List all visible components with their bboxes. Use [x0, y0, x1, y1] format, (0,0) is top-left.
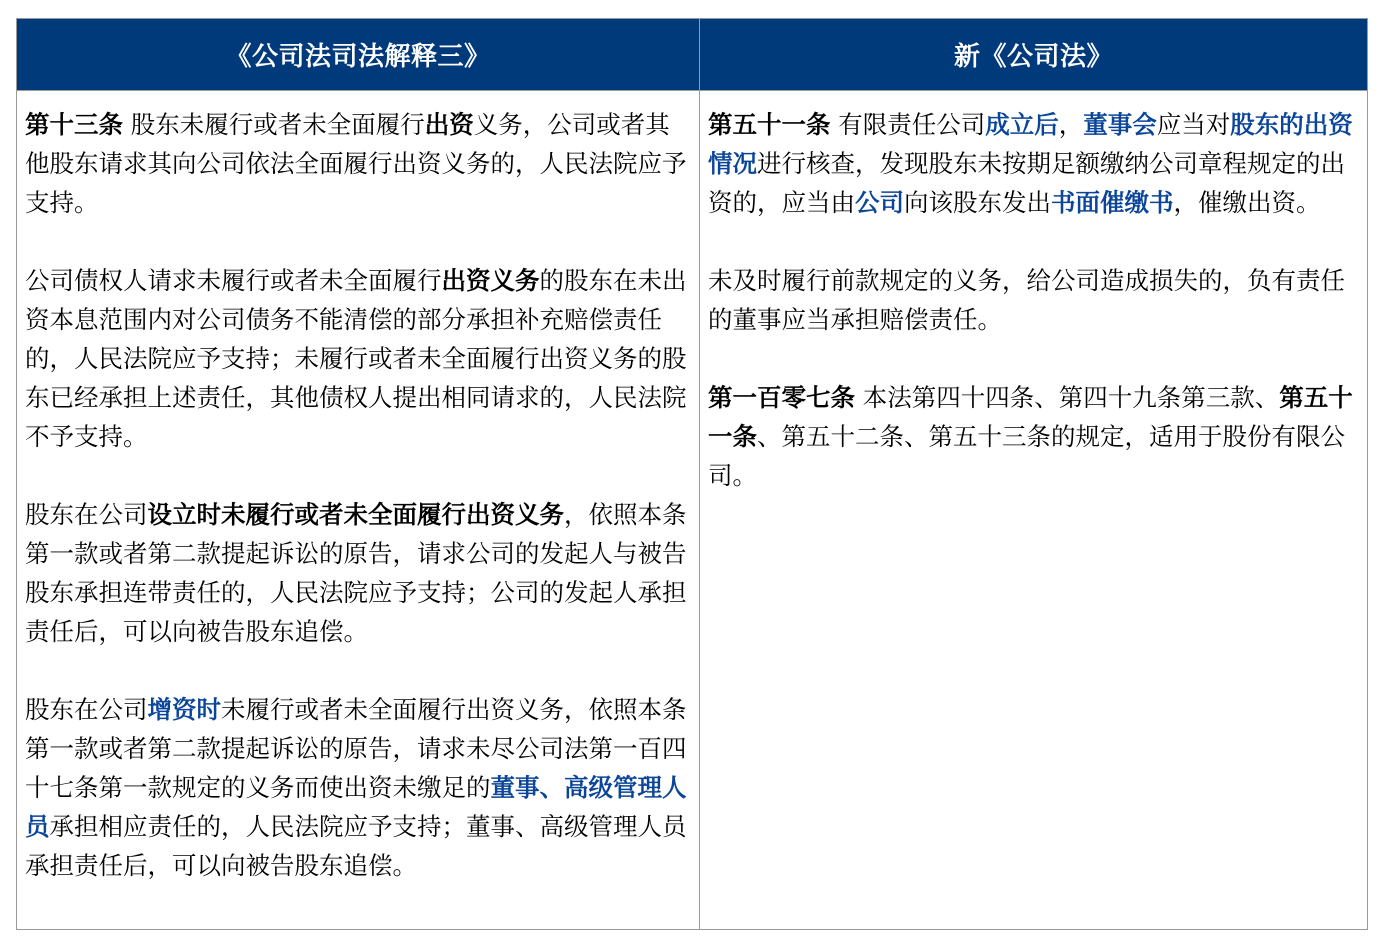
article-13-paragraph-1	[25, 105, 691, 222]
text-run: ，	[1058, 110, 1084, 139]
highlighted-term: 董事、高级管理人员	[25, 773, 687, 841]
text-run: 公司债权人请求未履行或者未全面履行	[25, 266, 442, 295]
text-run: ，催缴出资。	[1173, 188, 1321, 217]
bold-term: 出资	[424, 110, 474, 139]
header-new-company-law-label: 新《公司法》	[953, 42, 1113, 72]
article-number: 第十三条	[25, 110, 123, 139]
comparison-table	[16, 18, 1368, 930]
article-51-paragraph-2	[708, 261, 1359, 339]
highlighted-term: 董事会	[1083, 110, 1157, 139]
article-51-paragraph-1	[708, 105, 1359, 222]
article-107-paragraph	[708, 378, 1359, 495]
highlighted-term: 成立后	[985, 110, 1059, 139]
highlighted-term: 书面催缴书	[1051, 188, 1174, 217]
text-run: 应当对	[1156, 110, 1231, 139]
article-number: 第五十一条	[708, 110, 831, 139]
text-run: 股东在公司	[25, 500, 148, 529]
header-judicial-interpretation-label: 《公司法司法解释三》	[225, 42, 491, 72]
text-run: ，依照本条第一款或者第二款提起诉讼的原告，请求公司的发起人与被告股东承担连带责任的，人民法院应予支持；公司的发起人承担责任后，可以向被告股东追偿。	[25, 500, 687, 646]
highlighted-term: 增资时	[147, 695, 221, 724]
text-run: 股东未履行或者未全面履行	[123, 110, 425, 139]
text-run: 股东在公司	[25, 695, 148, 724]
text-run: 的股东在未出资本息范围内对公司债务不能清偿的部分承担补充赔偿责任的，人民法院应予支持；未履行或者未全面履行出资义务的股东已经承担上述责任，其他债权人提出相同请求的，人民法院不予支持。	[25, 266, 687, 451]
bold-term: 设立时未履行或者未全面履行出资义务	[147, 500, 564, 529]
highlighted-term: 股东的出资情况	[708, 110, 1353, 178]
article-13-paragraph-4	[25, 690, 691, 885]
text-run: 义务，公司或者其他股东请求其向公司依法全面履行出资义务的，人民法院应予支持。	[25, 110, 687, 217]
header-new-company-law	[700, 19, 1367, 90]
text-run: 、第五十二条、第五十三条的规定，适用于股份有限公司。	[708, 422, 1345, 490]
article-number: 第一百零七条	[708, 383, 855, 412]
text-run: 未履行或者未全面履行出资义务，依照本条第一款或者第二款提起诉讼的原告，请求未尽公司法第一百四十七条第一款规定的义务而使出资未缴足的	[25, 695, 687, 802]
text-run: 进行核查，发现股东未按期足额缴纳公司章程规定的出资的，应当由	[708, 149, 1345, 217]
text-run: 向该股东发出	[904, 188, 1051, 217]
judicial-interpretation-cell	[17, 90, 700, 929]
text-run: 有限责任公司	[830, 110, 986, 139]
new-company-law-cell	[700, 90, 1367, 929]
text-run: 承担相应责任的，人民法院应予支持；董事、高级管理人员承担责任后，可以向被告股东追偿。	[25, 812, 687, 880]
bold-term: 出资义务	[441, 266, 540, 295]
text-run: 本法第四十四条、第四十九条第三款、	[855, 383, 1280, 412]
article-13-paragraph-2	[25, 261, 691, 456]
text-run: 未及时履行前款规定的义务，给公司造成损失的，负有责任的董事应当承担赔偿责任。	[708, 266, 1345, 334]
bold-term: 第五十一条	[708, 383, 1353, 451]
article-13-paragraph-3	[25, 495, 691, 651]
header-judicial-interpretation	[17, 19, 700, 90]
highlighted-term: 公司	[855, 188, 904, 217]
